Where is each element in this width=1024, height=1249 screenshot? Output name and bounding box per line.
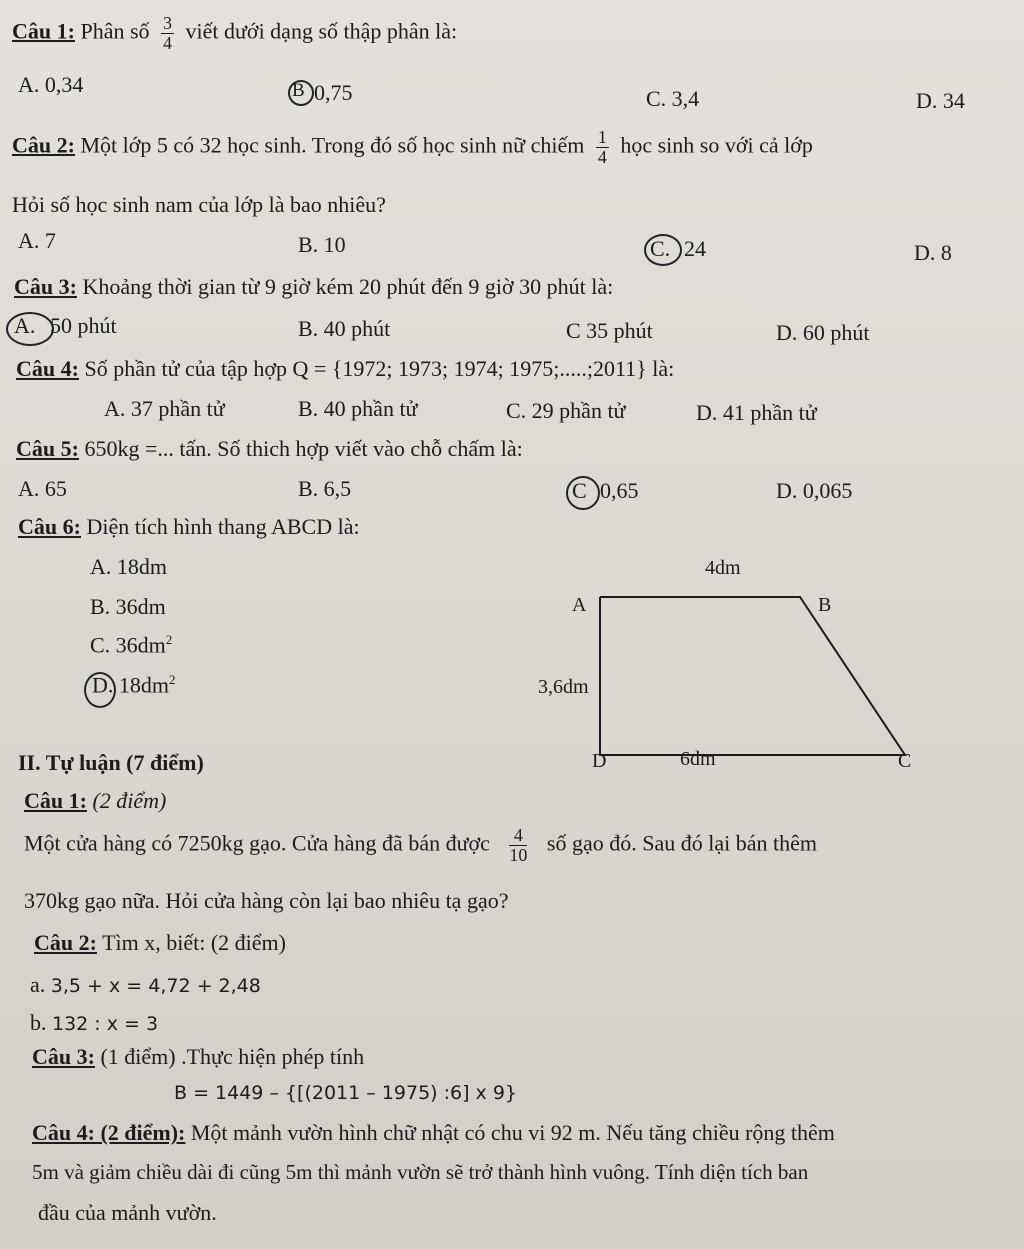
c4-line1 — [32, 1120, 835, 1146]
c2-b-label: b. — [30, 1010, 47, 1035]
q1-frac-num: 3 — [163, 13, 173, 33]
q4-text-after: là: — [652, 356, 675, 381]
q2-line2: Hỏi số học sinh nam của lớp là bao nhiêu? — [12, 192, 386, 217]
q5-option-d: D. 0,065 — [776, 478, 853, 503]
q4-text-before: Số phần tử của tập hợp Q = {1972; 1973; 1974; 1975;.....;2011} — [84, 356, 647, 381]
q3-text: Khoảng thời gian từ 9 giờ kém 20 phút đến 9 giờ 30 phút là: — [82, 274, 614, 299]
trap-vertex-a: A — [572, 594, 587, 616]
q4-option-b: B. 40 phần tử — [298, 396, 418, 421]
q1-frac-den: 4 — [163, 32, 173, 53]
trap-top-label: 4dm — [705, 557, 741, 579]
c2-b-expr: 132 : x = 3 — [52, 1013, 159, 1035]
q1-option-b-value: 0,75 — [314, 80, 353, 105]
q4-label: Câu 4: — [16, 356, 79, 381]
q5-option-c-value: 0,65 — [600, 478, 639, 503]
c2-a-expr: 3,5 + x = 4,72 + 2,48 — [50, 975, 261, 997]
trap-bottom-label: 6dm — [680, 748, 716, 770]
c2-part-b — [30, 1010, 158, 1036]
q3-option-a-letter: A. — [14, 313, 36, 338]
q2-frac-num: 1 — [597, 127, 607, 147]
q6-option-c-exponent: 2 — [165, 632, 173, 647]
q1-line — [12, 14, 457, 53]
c2-header — [34, 930, 286, 956]
q2-option-c-value: 24 — [684, 236, 706, 261]
q1-option-a: A. 0,34 — [18, 72, 84, 97]
q3-option-d: D. 60 phút — [776, 320, 870, 345]
q3-label: Câu 3: — [14, 274, 77, 299]
q2-option-d: D. 8 — [914, 240, 952, 265]
c1-header — [24, 788, 166, 814]
q1-option-c: C. 3,4 — [646, 86, 700, 111]
q3-option-b: B. 40 phút — [298, 316, 391, 341]
q4-option-a: A. 37 phần tử — [104, 396, 225, 421]
q3-line — [14, 274, 613, 300]
c1-text-before: Một cửa hàng có 7250kg gạo. Cửa hàng đã bán được — [24, 830, 490, 856]
q6-option-d-exponent: 2 — [169, 672, 176, 687]
q2-option-a: A. 7 — [18, 228, 56, 253]
q2-option-b: B. 10 — [298, 232, 346, 257]
q6-option-c-text: C. 36dm — [90, 632, 166, 658]
q5-text: 650kg =... tấn. Số thich hợp viết vào chỗ chấm là: — [84, 436, 523, 461]
c1-frac-den: 10 — [509, 844, 528, 865]
trapezoid-outline — [600, 597, 905, 755]
q5-label: Câu 5: — [16, 436, 79, 461]
c1-fraction — [509, 826, 527, 865]
part2-title: II. Tự luận (7 điểm) — [18, 750, 204, 775]
q1-fraction — [161, 14, 174, 53]
q1-text-before: Phân số — [80, 18, 150, 44]
q6-line — [18, 514, 360, 540]
q2-label: Câu 2: — [12, 132, 75, 158]
trap-vertex-c: C — [898, 750, 912, 772]
c2-label: Câu 2: — [34, 930, 97, 955]
trap-vertex-b: B — [818, 594, 832, 616]
q3-option-a-value: 50 phút — [50, 313, 117, 338]
trap-height-label: 3,6dm — [538, 676, 589, 698]
trap-vertex-d: D — [592, 750, 607, 772]
c4-text: Một mảnh vườn hình chữ nhật có chu vi 92 m. Nếu tăng chiều rộng thêm — [190, 1120, 835, 1145]
c3-header — [32, 1044, 364, 1070]
q1-label: Câu 1: — [12, 18, 75, 44]
c4-label: Câu 4: (2 điểm): — [32, 1120, 186, 1145]
q5-option-a: A. 65 — [18, 476, 67, 501]
c1-line2: 370kg gạo nữa. Hỏi cửa hàng còn lại bao nhiêu tạ gạo? — [24, 888, 509, 913]
q6-option-d-text: . 18dm — [107, 672, 170, 698]
q2-text-after: học sinh so với cả lớp — [620, 132, 813, 158]
c1-points: (2 điểm) — [92, 788, 167, 813]
q2-frac-den: 4 — [597, 146, 607, 167]
q5-option-b: B. 6,5 — [298, 476, 352, 501]
q6-option-d-letter: D — [92, 672, 108, 698]
c4-line3: đầu của mảnh vườn. — [38, 1200, 217, 1225]
c2-text: Tìm x, biết: (2 điểm) — [102, 930, 286, 955]
q2-option-c-letter: C. — [650, 236, 671, 261]
c1-line1 — [24, 826, 817, 865]
q6-option-b: B. 36dm — [90, 594, 166, 619]
q3-option-c: C 35 phút — [566, 318, 653, 343]
c4-line2: 5m và giảm chiều dài đi cũng 5m thì mảnh vườn sẽ trở thành hình vuông. Tính diện tích ban — [32, 1160, 809, 1184]
q6-option-c — [90, 632, 172, 658]
trapezoid-figure — [530, 555, 930, 785]
c1-label: Câu 1: — [24, 788, 87, 813]
q4-option-c: C. 29 phần tử — [506, 398, 626, 423]
q2-line — [12, 128, 813, 167]
q1-option-b-letter: B — [292, 80, 305, 101]
c2-a-label: a. — [30, 972, 46, 997]
q2-fraction — [596, 128, 609, 167]
c1-frac-num: 4 — [513, 825, 523, 845]
q6-text: Diện tích hình thang ABCD là: — [86, 514, 360, 539]
q1-option-d: D. 34 — [916, 88, 965, 113]
q1-text-after: viết dưới dạng số thập phân là: — [185, 18, 458, 44]
q2-text-before: Một lớp 5 có 32 học sinh. Trong đó số học sinh nữ chiếm — [80, 132, 585, 158]
c1-text-after: số gạo đó. Sau đó lại bán thêm — [546, 830, 817, 856]
q5-option-c-letter: C — [572, 478, 587, 503]
c3-text: (1 điểm) .Thực hiện phép tính — [100, 1044, 365, 1069]
c2-part-a — [30, 972, 261, 998]
c3-expression: B = 1449 – {[(2011 – 1975) :6] x 9} — [174, 1082, 518, 1104]
q6-option-a: A. 18dm — [90, 554, 167, 579]
q5-line — [16, 436, 523, 462]
q6-label: Câu 6: — [18, 514, 81, 539]
q4-line — [16, 356, 674, 382]
q6-option-d — [92, 672, 176, 698]
q4-option-d: D. 41 phần tử — [696, 400, 817, 425]
c3-label: Câu 3: — [32, 1044, 95, 1069]
